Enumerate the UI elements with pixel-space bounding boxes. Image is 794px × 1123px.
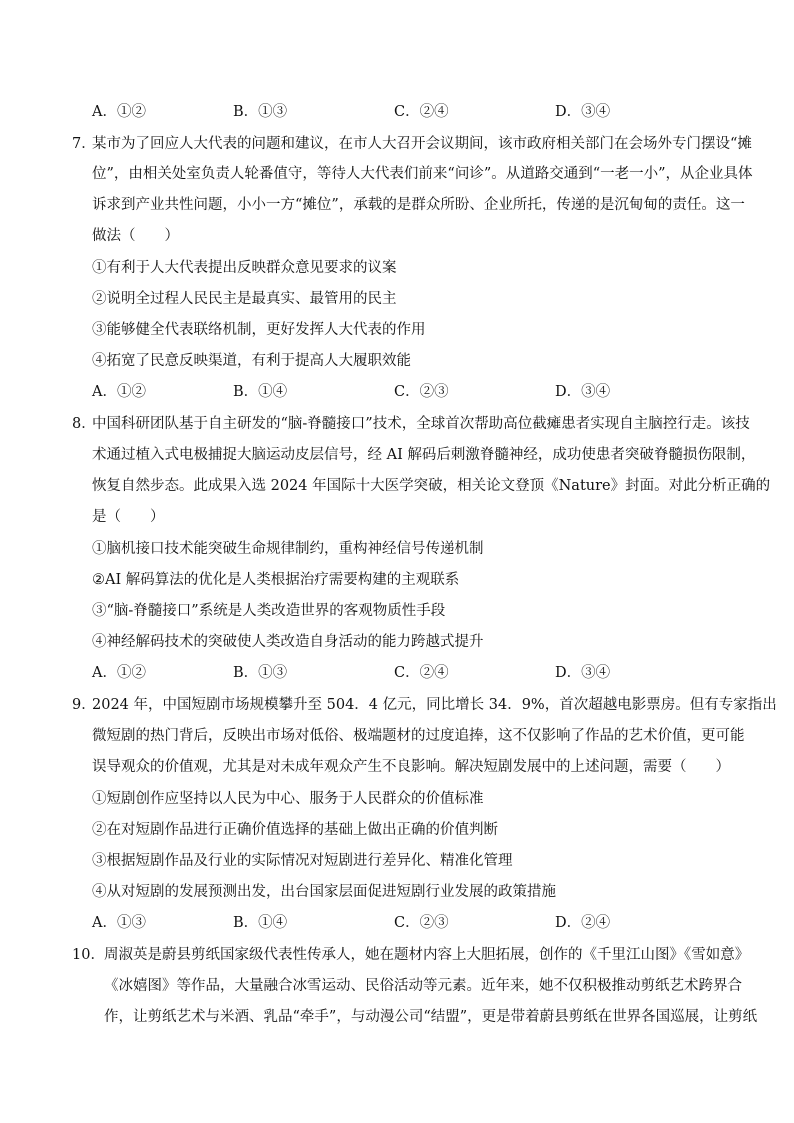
question-stem-line: 做法（ ）: [92, 228, 179, 244]
q8-option-a: A．①②: [92, 665, 146, 681]
question-number: 7．: [72, 136, 96, 152]
q6-option-d: D．③④: [555, 104, 611, 120]
question-stem-line: 术通过植入式电极捕捉大脑运动皮层信号，经 AI 解码后刺激脊髓神经，成功使患者突破脊髓损伤限制，: [92, 447, 756, 463]
question-stem-line: 某市为了回应人大代表的问题和建议，在市人大召开会议期间，该市政府相关部门在会场外专门摆设“摊: [92, 136, 752, 152]
choice-statement: ①脑机接口技术能突破生命规律制约，重构神经信号传递机制: [92, 541, 484, 557]
q8-option-b: B．①③: [233, 665, 288, 681]
choice-statement: ③能够健全代表联络机制，更好发挥人大代表的作用: [92, 322, 426, 338]
q6-option-c: C．②④: [394, 104, 449, 120]
choice-statement: ②AI 解码算法的优化是人类根据治疗需要构建的主观联系: [92, 572, 460, 588]
question-stem-line: 恢复自然步态。此成果入选 2024 年国际十大医学突破，相关论文登顶《Nature》封面。对此分析正确的: [92, 478, 771, 494]
q8-option-c: C．②④: [394, 665, 449, 681]
question-stem-line: 诉求到产业共性问题，小小一方“摊位”，承载的是群众所盼、企业所托，传递的是沉甸甸的责任。这一: [92, 197, 745, 213]
q6-option-a: A．①②: [92, 104, 146, 120]
q9-option-b: B．①④: [233, 915, 288, 931]
q7-option-d: D．③④: [555, 384, 611, 400]
q7-option-b: B．①④: [233, 384, 288, 400]
choice-statement: ①短剧创作应坚持以人民为中心、服务于人民群众的价值标准: [92, 791, 484, 807]
question-stem-line: 是（ ）: [92, 509, 165, 525]
question-stem-line: 作，让剪纸艺术与米酒、乳品“牵手”，与动漫公司“结盟”，更是带着蔚县剪纸在世界各国巡展，让剪纸: [104, 1009, 758, 1025]
choice-statement: ③“脑-脊髓接口”系统是人类改造世界的客观物质性手段: [92, 603, 446, 619]
question-stem-line: 微短剧的热门背后，反映出市场对低俗、极端题材的过度追捧，这不仅影响了作品的艺术价值，更可能: [92, 728, 745, 744]
choice-statement: ④拓宽了民意反映渠道，有利于提高人大履职效能: [92, 353, 411, 369]
choice-statement: ①有利于人大代表提出反映群众意见要求的议案: [92, 260, 397, 276]
question-stem-line: 周淑英是蔚县剪纸国家级代表性传承人，她在题材内容上大胆拓展，创作的《千里江山图》《雪如意》: [104, 947, 750, 963]
question-number: 10．: [72, 947, 105, 963]
choice-statement: ③根据短剧作品及行业的实际情况对短剧进行差异化、精准化管理: [92, 853, 513, 869]
question-stem-line: 位”，由相关处室负责人轮番值守，等待人大代表们前来“问诊”。从道路交通到“一老一小”，从企业具体: [92, 166, 753, 182]
question-stem-line: 误导观众的价值观，尤其是对未成年观众产生不良影响。解决短剧发展中的上述问题，需要（ ）: [92, 759, 730, 775]
choice-statement: ④从对短剧的发展预测出发，出台国家层面促进短剧行业发展的政策措施: [92, 884, 556, 900]
q7-option-a: A．①②: [92, 384, 146, 400]
q7-option-c: C．②③: [394, 384, 449, 400]
choice-statement: ②说明全过程人民民主是最真实、最管用的民主: [92, 291, 397, 307]
q6-option-b: B．①③: [233, 104, 288, 120]
q9-option-a: A．①③: [92, 915, 146, 931]
question-number: 8．: [72, 416, 96, 432]
question-stem-line: 中国科研团队基于自主研发的“脑-脊髓接口”技术，全球首次帮助高位截瘫患者实现自主脑控行走。该技: [92, 416, 750, 432]
q9-option-d: D．②④: [555, 915, 611, 931]
question-number: 9．: [72, 697, 96, 713]
choice-statement: ④神经解码技术的突破使人类改造自身活动的能力跨越式提升: [92, 634, 484, 650]
q9-option-c: C．②③: [394, 915, 449, 931]
question-stem-line: 《冰嬉图》等作品，大量融合冰雪运动、民俗活动等元素。近年来，她不仅积极推动剪纸艺术跨界合: [104, 978, 742, 994]
choice-statement: ②在对短剧作品进行正确价值选择的基础上做出正确的价值判断: [92, 822, 498, 838]
question-stem-line: 2024 年，中国短剧市场规模攀升至 504．4 亿元，同比增长 34．9%，首次超越电影票房。但有专家指出: [92, 697, 777, 713]
q8-option-d: D．③④: [555, 665, 611, 681]
